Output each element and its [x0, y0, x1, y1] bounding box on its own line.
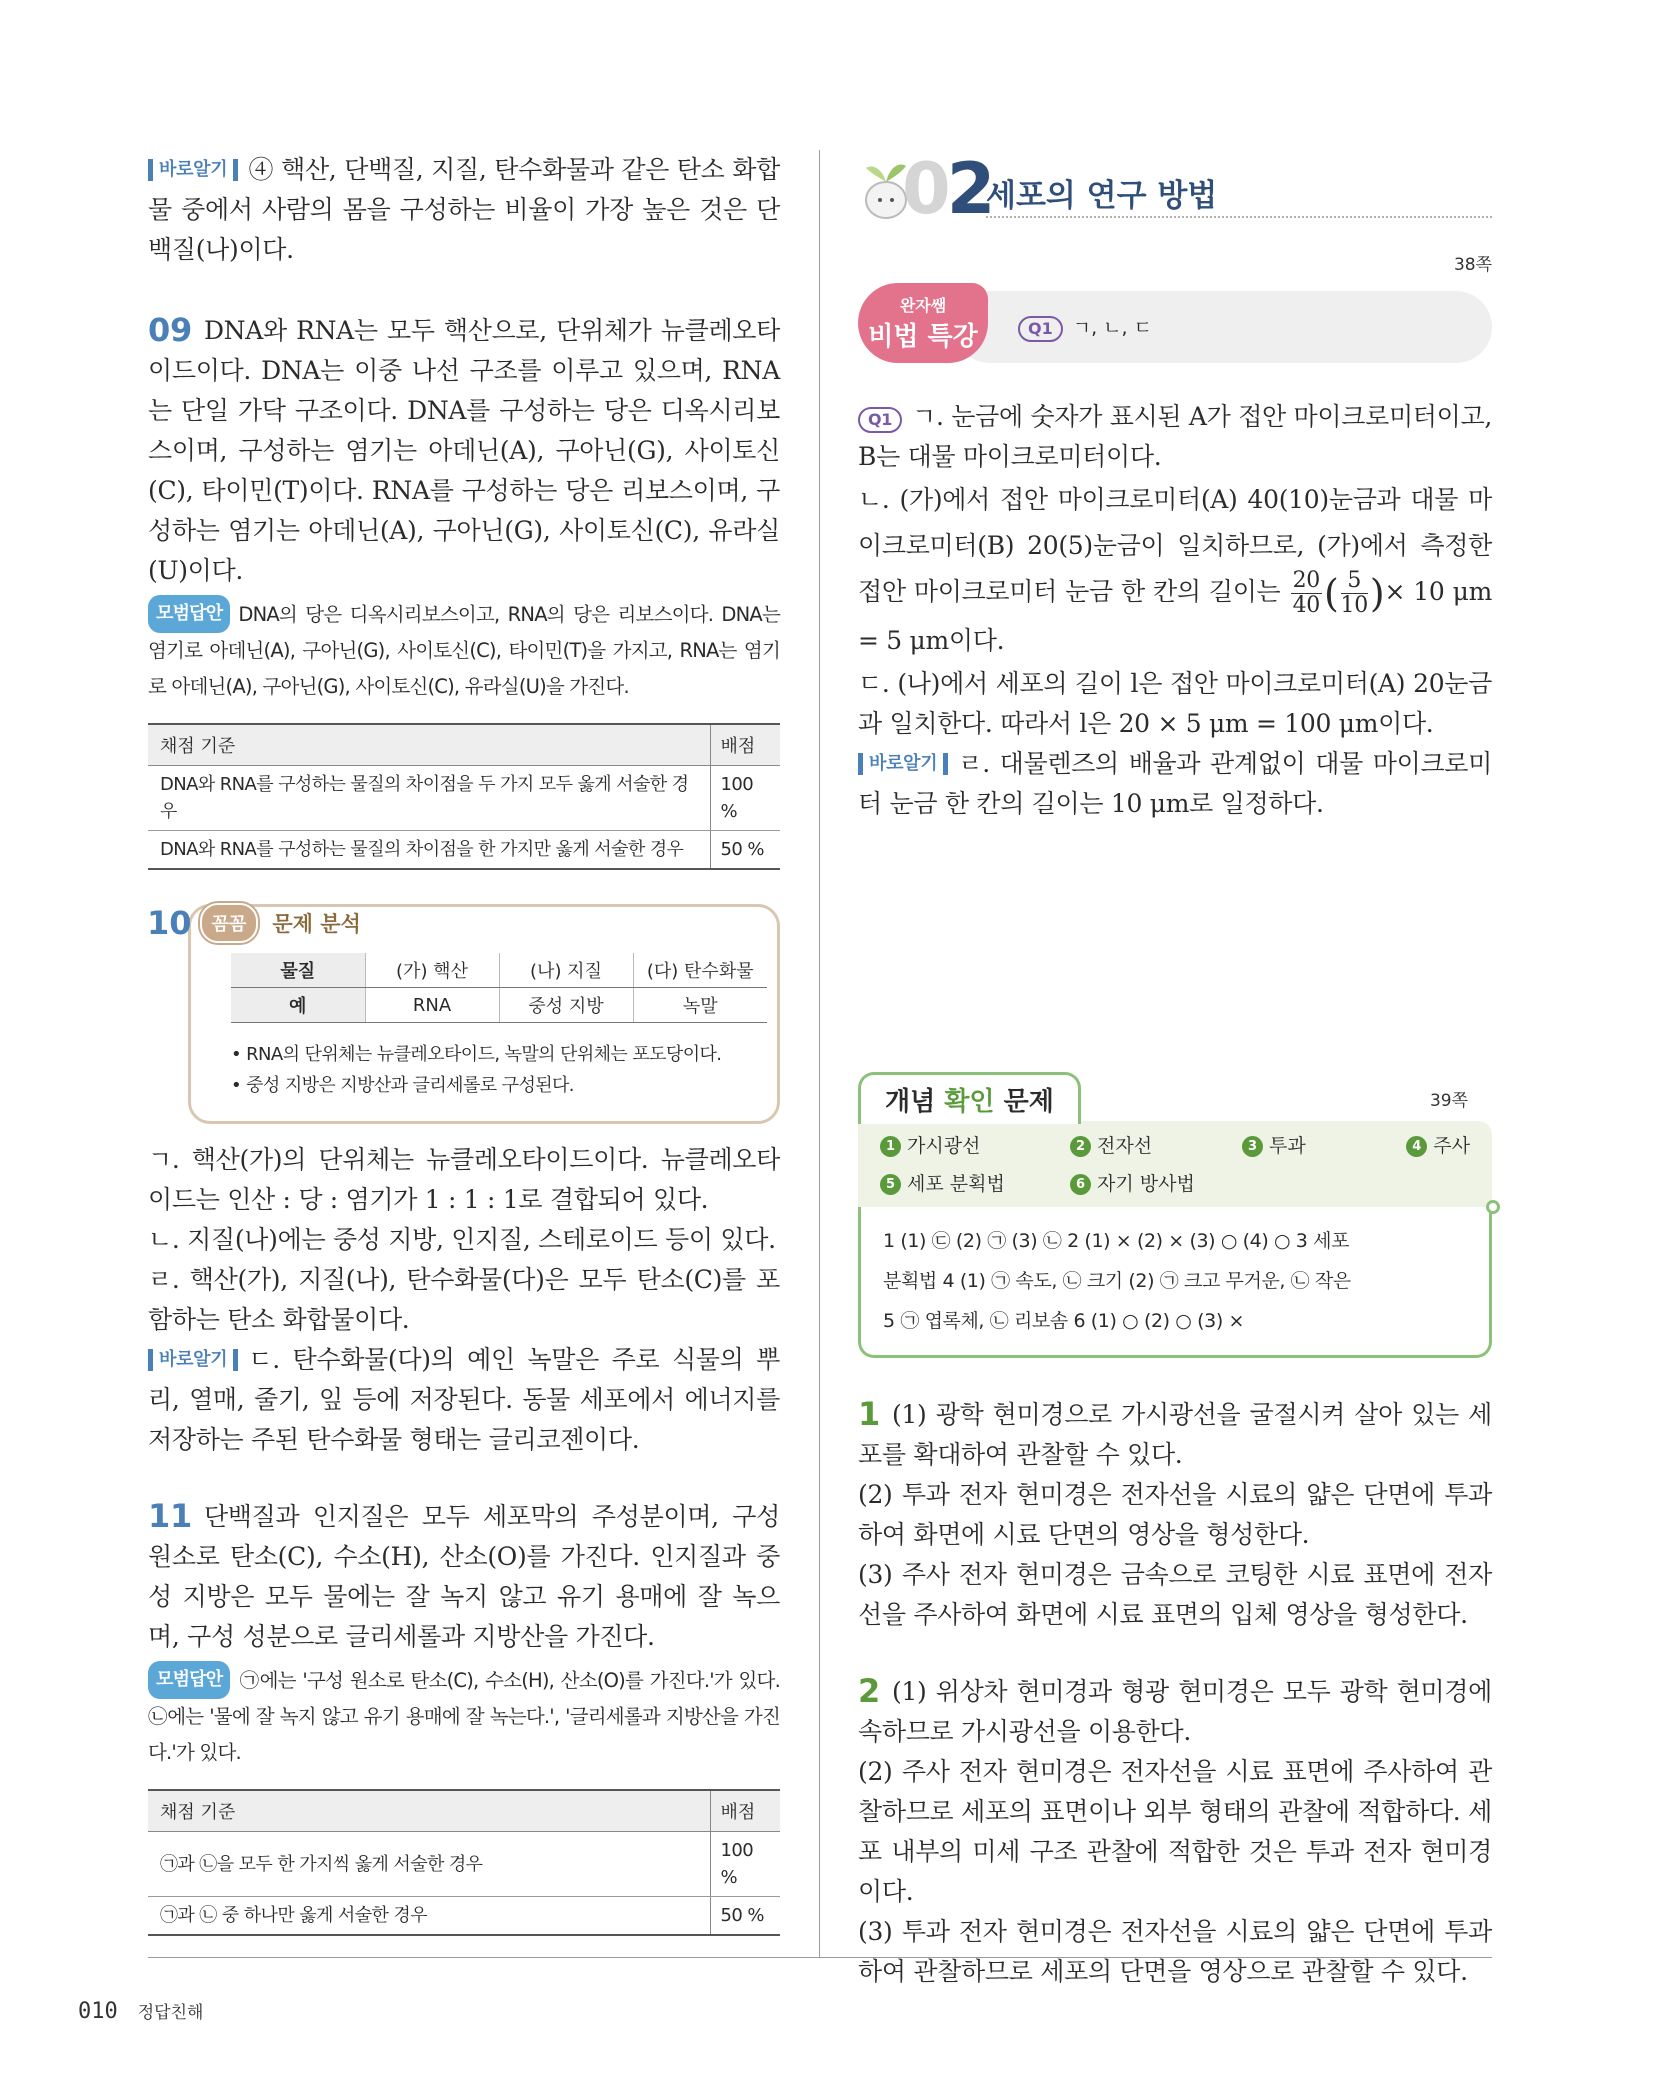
explanation-2: 2 (1) 위상차 현미경과 형광 현미경은 모두 광학 현미경에 속하므로 가시광선을 이용한다. (2) 주사 전자 현미경은 전자선을 시료 표면에 주사하여 관찰하므로 세포의 표면이나 외부 형태의 관찰에 적합하다. 세포 내부의 미세 구조 관찰에 적합한 것은 투과 전자 현미경이다. (3) 투과 전자 현미경은 전자선을 시료의 얇은 단면에 투과하여 관찰하므로 세포의 단면을 영상으로 관찰할 수 있다.	[858, 1672, 1492, 1986]
list-item: 4 주사	[1394, 1131, 1470, 1161]
page-reference: 39쪽	[1429, 1091, 1468, 1111]
fraction: $\frac{5}{10}$	[1340, 568, 1368, 618]
table-row: ㉠과 ㉡ 중 하나만 옳게 서술한 경우 50 %	[148, 1897, 780, 1936]
page-reference: 38쪽	[1453, 255, 1492, 275]
question-10: 10 꼼꼼 문제 분석 물질 (가) 핵산 (나) 지질 (다) 탄수화물 예 RNA 중성 지방 녹말 • RNA의 단위체는 뉴클레오타이드, 녹말의 단위체는 포도당이다. • 중성 지방은 지방산과 글리세롤로 구성된다. ㄱ. 핵산(가)의 단위체는 뉴클레오타이드이다. 뉴클레오타이드는 인산 : 당 : 염기가 1 : 1 : 1로 결합되어 있다. ㄴ. 지질(나)에는 중성 지방, 인지질, 스테로이드 등이 있다. ㄹ. 핵산(가), 지질(나), 탄수화물(다)은 모두 탄소(C)를 포함하는 탄소 화합물이다. 바로알기 ㄷ. 탄수화물(다)의 예인 녹말은 주로 식물의 뿌리, 열매, 줄기, 잎 등에 저장된다. 동물 세포에서 에너지를 저장하는 주된 탄수화물 형태는 글리코젠이다.	[147, 904, 780, 1454]
intro-paragraph: 바로알기 ④ 핵산, 단백질, 지질, 탄수화물과 같은 탄소 화합물 중에서 사람의 몸을 구성하는 비율이 가장 높은 것은 단백질(나)이다.	[148, 155, 780, 264]
kkom-badge: 꼼꼼	[200, 903, 259, 943]
left-column	[148, 150, 780, 1936]
table-row: DNA와 RNA를 구성하는 물질의 차이점을 한 가지만 옳게 서술한 경우 50 %	[148, 831, 780, 870]
table-row: 물질 (가) 핵산 (나) 지질 (다) 탄수화물	[231, 953, 767, 988]
concept-title: 개념 확인 문제	[858, 1072, 1081, 1124]
secret-badge: 완자쌤 비법 특강	[858, 283, 988, 363]
tag-barogi: 바로알기	[148, 159, 238, 181]
list-item: 1 가시광선	[880, 1131, 1070, 1161]
q1-label: Q1	[1018, 316, 1063, 342]
model-answer: 모범답안 ㉠에는 '구성 원소로 탄소(C), 수소(H), 산소(O)를 가진다.'가 있다. ㉡에는 '물에 잘 녹지 않고 유기 용매에 잘 녹는다.', '글리세롤과 지방산을 가진다.'가 있다.	[148, 1661, 780, 1771]
question-11	[148, 1496, 780, 1936]
analysis-notes: • RNA의 단위체는 뉴클레오타이드, 녹말의 단위체는 포도당이다. • 중성 지방은 지방산과 글리세롤로 구성된다.	[231, 1044, 722, 1096]
list-item: 6 자기 방사법	[1070, 1169, 1242, 1199]
scoring-table: 채점 기준 배점 DNA와 RNA를 구성하는 물질의 차이점을 두 가지 모두 옳게 서술한 경우 100 % DNA와 RNA를 구성하는 물질의 차이점을 한 가지만 옳게 서술한 경우 50 %	[148, 723, 780, 870]
book-label: 정답친해	[137, 2003, 204, 2023]
secret-answer: Q1 ㄱ, ㄴ, ㄷ	[1018, 313, 1152, 342]
question-number: 1	[858, 1395, 880, 1433]
page-number: 010	[78, 1999, 118, 2024]
tag-barogi: 바로알기	[858, 753, 948, 775]
concept-answers: 1 (1) ㉢ (2) ㉠ (3) ㉡ 2 (1) × (2) × (3) ○ (4) ○ 3 세포 분획법 4 (1) ㉠ 속도, ㉡ 크기 (2) ㉠ 크고 무거운, ㉡ 작은 5 ㉠ 엽록체, ㉡ 리보솜 6 (1) ○ (2) ○ (3) ×	[858, 1207, 1492, 1358]
question-number: 10	[147, 904, 192, 942]
unit-number: 02	[902, 148, 992, 230]
q1-explanation: Q1 ㄱ. 눈금에 숫자가 표시된 A가 접안 마이크로미터이고, B는 대물 마이크로미터이다. ㄴ. (가)에서 접안 마이크로미터(A) 40(10)눈금과 대물 마이크로미터(B) 20(5)눈금이 일치하므로, (가)에서 측정한 접안 마이크로미터 눈금 한 칸의 길이는 $\frac{20}{40}$ ( $\frac{5}{10}$ )× 10 μm = 5 μm이다. ㄷ. (나)에서 세포의 길이 l은 접안 마이크로미터(A) 20눈금과 일치한다. 따라서 l은 20 × 5 μm = 100 μm이다. 바로알기 ㄹ. 대물렌즈의 배율과 관계없이 대물 마이크로미터 눈금 한 칸의 길이는 10 μm로 일정하다.	[858, 402, 1492, 818]
secret-tip-box	[858, 283, 1492, 367]
problem-analysis-box	[147, 904, 780, 1124]
model-answer-badge: 모범답안	[148, 1661, 230, 1699]
table-row: 예 RNA 중성 지방 녹말	[231, 988, 767, 1023]
question-text: 단백질과 인지질은 모두 세포막의 주성분이며, 구성 원소로 탄소(C), 수소(H), 산소(O)를 가진다. 인지질과 중성 지방은 모두 물에는 잘 녹지 않고 유기 용매에 잘 녹으며, 구성 성분으로 글리세롤과 지방산을 가진다.	[148, 1502, 780, 1651]
table-row: ㉠과 ㉡을 모두 한 가지씩 옳게 서술한 경우 100 %	[148, 1832, 780, 1897]
fraction: $\frac{20}{40}$	[1292, 568, 1320, 618]
table-row: DNA와 RNA를 구성하는 물질의 차이점을 두 가지 모두 옳게 서술한 경우 100 %	[148, 766, 780, 831]
analysis-label: 문제 분석	[272, 912, 361, 936]
question-text: DNA와 RNA는 모두 핵산으로, 단위체가 뉴클레오타이드이다. DNA는 이중 나선 구조를 이루고 있으며, RNA는 단일 가닥 구조이다. DNA를 구성하는 당은 디옥시리보스이며, 구성하는 염기는 아데닌(A), 구아닌(G), 사이토신(C), 타이민(T)이다. RNA를 구성하는 당은 리보스이며, 구성하는 염기는 아데닌(A), 구아닌(G), 사이토신(C), 유라실(U)이다.	[148, 316, 780, 585]
question-number: 11	[148, 1497, 192, 1535]
list-item: 5 세포 분획법	[880, 1169, 1070, 1199]
model-answer: 모범답안 DNA의 당은 디옥시리보스이고, RNA의 당은 리보스이다. DNA는 염기로 아데닌(A), 구아닌(G), 사이토신(C), 타이민(T)을 가지고, RNA는 염기로 아데닌(A), 구아닌(G), 사이토신(C), 유라실(U)을 가진다.	[148, 595, 780, 705]
model-answer-badge: 모범답안	[148, 595, 230, 633]
explanation-1: 1 (1) 광학 현미경으로 가시광선을 굴절시켜 살아 있는 세포를 확대하여 관찰할 수 있다. (2) 투과 전자 현미경은 전자선을 시료의 얇은 단면에 투과하여 화면에 시료 단면의 영상을 형성한다. (3) 주사 전자 현미경은 금속으로 코팅한 시료 표면에 전자선을 주사하여 화면에 시료 표면의 입체 영상을 형성한다.	[858, 1395, 1492, 1629]
keyword-list	[858, 1121, 1492, 1207]
list-item: 2 전자선	[1070, 1131, 1242, 1161]
q1-label: Q1	[858, 407, 902, 433]
question-09	[148, 310, 780, 870]
column-divider	[819, 150, 820, 1958]
right-column	[858, 150, 1492, 1992]
list-item: 3 투과	[1242, 1131, 1394, 1161]
question-number: 2	[858, 1672, 880, 1710]
question-number: 09	[148, 311, 192, 349]
scoring-table: 채점 기준 배점 ㉠과 ㉡을 모두 한 가지씩 옳게 서술한 경우 100 % ㉠과 ㉡ 중 하나만 옳게 서술한 경우 50 %	[148, 1789, 780, 1936]
unit-header	[858, 150, 1492, 250]
unit-title: 세포의 연구 방법	[986, 178, 1218, 214]
page-footer	[78, 1998, 203, 2026]
tag-barogi: 바로알기	[148, 1349, 238, 1371]
substance-table	[231, 953, 767, 1023]
unit-rule	[986, 216, 1492, 218]
concept-check-box	[858, 1072, 1492, 1358]
